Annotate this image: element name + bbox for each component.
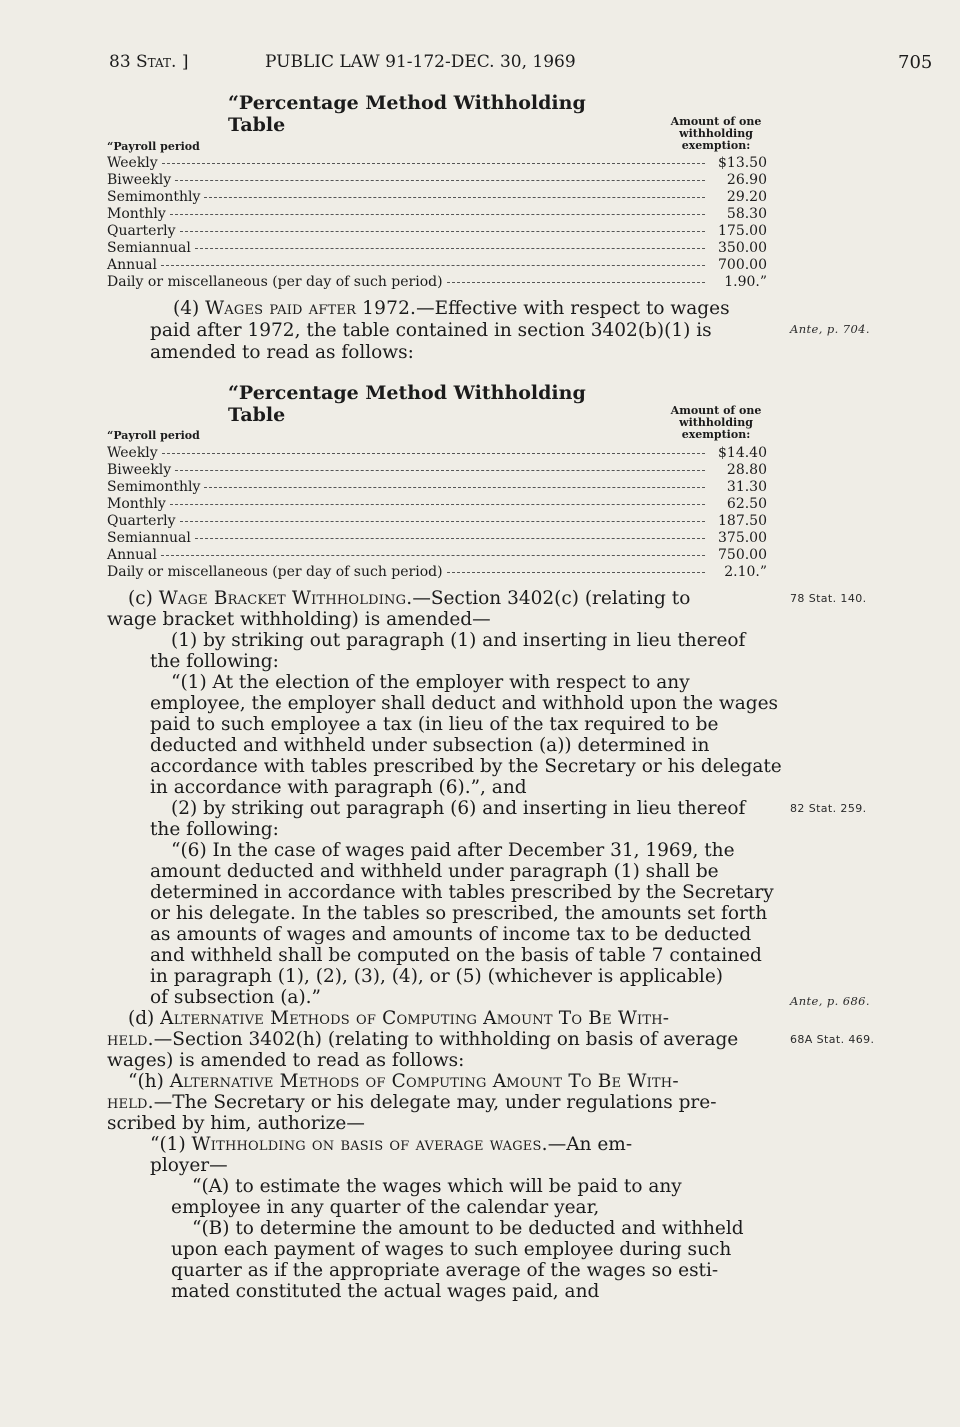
body-line: in accordance with paragraph (6).”, and: [150, 777, 527, 798]
row-value: 375.00: [718, 530, 767, 546]
row-value: 62.50: [726, 496, 767, 512]
table1-title: “Percentage Method Withholding Table: [228, 92, 586, 136]
table2-title: “Percentage Method Withholding Table: [228, 382, 586, 426]
table1-amount-head-l3: exemption:: [681, 139, 751, 152]
body-line: or his delegate. In the tables so prescribed, the amounts set forth: [150, 903, 768, 924]
body-line: wage bracket withholding) is amended—: [107, 609, 491, 630]
body-line: amount deducted and withheld under paragraph (1) shall be: [150, 861, 719, 882]
body-line: and withheld shall be computed on the basis of table 7 contained: [150, 945, 762, 966]
table1-period-head: “Payroll period: [107, 140, 200, 153]
body-line: accordance with tables prescribed by the Secretary or his delegate: [150, 756, 782, 777]
body-line: the following:: [150, 651, 279, 672]
row-label: Weekly: [107, 445, 158, 461]
body-line: “(6) In the case of wages paid after December 31, 1969, the: [171, 840, 735, 861]
body-line: as amounts of wages and amounts of income tax to be deducted: [150, 924, 752, 945]
row-value: 700.00: [718, 257, 767, 273]
body-line: held.—Section 3402(h) (relating to withholding on basis of average: [107, 1029, 739, 1050]
margin-note: Ante, p. 686.: [790, 994, 870, 1008]
row-value: 750.00: [718, 547, 767, 563]
body-line: “(1) Withholding on basis of average wages.—An em-: [150, 1134, 633, 1155]
row-label: Semiannual: [107, 530, 191, 546]
table2-amount-head-l3: exemption:: [681, 428, 751, 441]
body-line: “(h) Alternative Methods of Computing Amount To Be With-: [128, 1071, 679, 1092]
table-row: [107, 155, 767, 172]
table-row: [107, 445, 767, 462]
body-line: of subsection (a).”: [150, 987, 322, 1008]
table-row: [107, 223, 767, 240]
body-line: paid to such employee a tax (in lieu of the tax required to be: [150, 714, 719, 735]
row-value: 350.00: [718, 240, 767, 256]
margin-note: 68A Stat. 469.: [790, 1033, 875, 1046]
row-label: Annual: [107, 547, 157, 563]
table1-amount-head-l2: withholding: [679, 127, 753, 140]
table2-amount-head-l2: withholding: [679, 416, 753, 429]
table2-amount-head-l1: Amount of one: [670, 404, 762, 417]
row-label: Monthly: [107, 206, 166, 222]
table-row: [107, 479, 767, 496]
table-row: [107, 240, 767, 257]
body-line: quarter as if the appropriate average of the wages so esti-: [171, 1260, 719, 1281]
row-value: 1.90.”: [724, 274, 767, 290]
header-volume: 83 Stat. ]: [109, 52, 189, 72]
body-line: (2) by striking out paragraph (6) and inserting in lieu thereof: [171, 798, 746, 819]
table-row: [107, 172, 767, 189]
body-line: (c) Wage Bracket Withholding.—Section 3402(c) (relating to: [128, 588, 691, 609]
body-line: scribed by him, authorize—: [107, 1113, 365, 1134]
row-label: Quarterly: [107, 223, 176, 239]
row-label: Biweekly: [107, 462, 172, 478]
table-row: [107, 462, 767, 479]
row-value: 58.30: [726, 206, 767, 222]
header-title: PUBLIC LAW 91-172-DEC. 30, 1969: [265, 52, 576, 72]
table2-amount-head: [662, 405, 770, 441]
row-label: Daily or miscellaneous (per day of such period): [107, 564, 443, 580]
body-line: determined in accordance with tables prescribed by the Secretary: [150, 882, 774, 903]
margin-note: 78 Stat. 140.: [790, 592, 867, 605]
body-line: upon each payment of wages to such employee during such: [171, 1239, 732, 1260]
table2-period-head: “Payroll period: [107, 429, 200, 442]
para4-line2: paid after 1972, the table contained in section 3402(b)(1) is: [150, 320, 712, 341]
row-value: 26.90: [726, 172, 767, 188]
para4-line3: amended to read as follows:: [150, 342, 414, 363]
table-row: [107, 274, 767, 291]
row-label: Quarterly: [107, 513, 176, 529]
body-line: “(B) to determine the amount to be deducted and withheld: [192, 1218, 744, 1239]
row-label: Semimonthly: [107, 479, 201, 495]
table1-amount-head-l1: Amount of one: [670, 115, 762, 128]
body-line: (1) by striking out paragraph (1) and inserting in lieu thereof: [171, 630, 746, 651]
body-line: employee, the employer shall deduct and withhold upon the wages: [150, 693, 779, 714]
table-row: [107, 547, 767, 564]
table-row: [107, 257, 767, 274]
body-line: employee in any quarter of the calendar year,: [171, 1197, 600, 1218]
row-label: Daily or miscellaneous (per day of such period): [107, 274, 443, 290]
table-row: [107, 530, 767, 547]
table-row: [107, 564, 767, 581]
row-label: Semimonthly: [107, 189, 201, 205]
body-line: in paragraph (1), (2), (3), (4), or (5) (whichever is applicable): [150, 966, 724, 987]
body-line: (d) Alternative Methods of Computing Amount To Be With-: [128, 1008, 670, 1029]
row-label: Monthly: [107, 496, 166, 512]
body-line: deducted and withheld under subsection (a)) determined in: [150, 735, 710, 756]
row-value: 175.00: [718, 223, 767, 239]
table-row: [107, 496, 767, 513]
para4-line1: (4) Wages paid after 1972.—Effective with respect to wages: [173, 298, 730, 319]
body-line: “(A) to estimate the wages which will be paid to any: [192, 1176, 682, 1197]
row-value: $13.50: [718, 155, 767, 171]
row-label: Weekly: [107, 155, 158, 171]
margin-note: Ante, p. 704.: [790, 322, 870, 336]
row-value: 28.80: [726, 462, 767, 478]
row-value: 31.30: [726, 479, 767, 495]
row-label: Semiannual: [107, 240, 191, 256]
body-line: ployer—: [150, 1155, 228, 1176]
body-line: the following:: [150, 819, 279, 840]
body-line: wages) is amended to read as follows:: [107, 1050, 465, 1071]
margin-note: 82 Stat. 259.: [790, 802, 867, 815]
table-row: [107, 206, 767, 223]
row-value: 187.50: [718, 513, 767, 529]
row-value: $14.40: [718, 445, 767, 461]
page-number: 705: [898, 52, 933, 73]
body-line: “(1) At the election of the employer with respect to any: [171, 672, 690, 693]
table-row: [107, 189, 767, 206]
body-line: held.—The Secretary or his delegate may, under regulations pre-: [107, 1092, 717, 1113]
row-label: Annual: [107, 257, 157, 273]
body-line: mated constituted the actual wages paid, and: [171, 1281, 600, 1302]
row-label: Biweekly: [107, 172, 172, 188]
table-row: [107, 513, 767, 530]
table1-amount-head: [662, 116, 770, 152]
row-value: 2.10.”: [724, 564, 767, 580]
row-value: 29.20: [726, 189, 767, 205]
